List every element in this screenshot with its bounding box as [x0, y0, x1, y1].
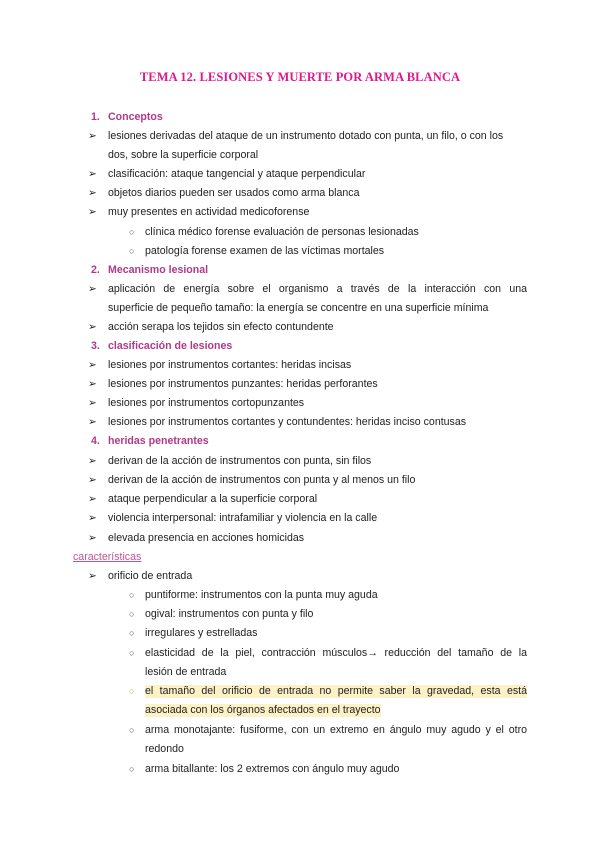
arrow-bullet-icon: ➢ [88, 378, 97, 390]
section-title: Mecanismo lesional [108, 264, 209, 276]
circle-bullet-icon: ○ [129, 764, 135, 774]
circle-bullet-icon: ○ [129, 648, 135, 658]
arrow-bullet-icon: ➢ [88, 570, 97, 582]
caracteristicas-link[interactable]: características [73, 551, 142, 563]
arrow-bullet-icon: ➢ [88, 474, 97, 486]
arrow-bullet-icon: ➢ [88, 397, 97, 409]
circle-bullet-icon: ○ [129, 590, 135, 600]
circle-bullet-icon: ○ [129, 628, 135, 638]
arrow-bullet-icon: ➢ [88, 187, 97, 199]
arrow-bullet-icon: ➢ [88, 512, 97, 524]
section-number: 1. [91, 111, 100, 123]
document-title: TEMA 12. LESIONES Y MUERTE POR ARMA BLANCA [139, 70, 461, 84]
circle-bullet-icon: ○ [129, 609, 135, 619]
circle-bullet-icon: ○ [129, 686, 135, 696]
arrow-bullet-icon: ➢ [88, 283, 97, 295]
circle-bullet-icon: ○ [129, 725, 135, 735]
arrow-bullet-icon: ➢ [88, 416, 97, 428]
arrow-bullet-icon: ➢ [88, 130, 97, 142]
section-number: 2. [91, 264, 100, 276]
arrow-bullet-icon: ➢ [88, 359, 97, 371]
arrow-bullet-icon: ➢ [88, 206, 97, 218]
circle-bullet-icon: ○ [129, 246, 135, 256]
circle-bullet-icon: ○ [129, 227, 135, 237]
section-title: Conceptos [108, 111, 163, 123]
arrow-bullet-icon: ➢ [88, 168, 97, 180]
arrow-bullet-icon: ➢ [88, 532, 97, 544]
arrow-bullet-icon: ➢ [88, 321, 97, 333]
section-title: heridas penetrantes [108, 435, 209, 447]
section-number: 4. [91, 435, 100, 447]
section-number: 3. [91, 340, 100, 352]
arrow-bullet-icon: ➢ [88, 493, 97, 505]
arrow-bullet-icon: ➢ [88, 455, 97, 467]
section-title: clasificación de lesiones [108, 340, 233, 352]
